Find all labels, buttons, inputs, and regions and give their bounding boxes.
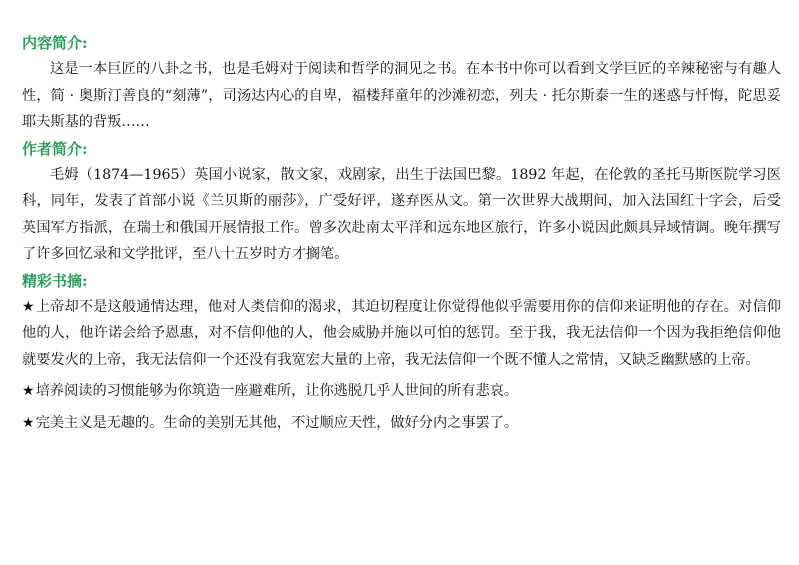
excerpt-text: 完美主义是无趣的。生命的美别无其他，不过顺应天性，做好分内之事罢了。 [35, 414, 519, 431]
excerpt-text: 培养阅读的习惯能够为你筑造一座避难所，让你逃脱几乎人世间的所有悲哀。 [35, 383, 519, 399]
intro-heading: 内容简介: [22, 34, 88, 52]
excerpt-quote [22, 410, 781, 437]
excerpt-quote [22, 294, 781, 374]
intro-text: 这是一本巨匠的八卦之书，也是毛姆对于阅读和哲学的洞见之书。在本书中你可以看到文学巨匠的辛辣秘密与有趣人性，简 · 奥斯汀善良的“刻薄”，司汤达内心的自卑，福楼拜童年的沙滩初恋，列夫 · 托尔斯泰一生的迷惑与忏悔，陀思妥耶夫斯基的背叛…… [22, 61, 781, 130]
excerpts-heading: 精彩书摘: [22, 271, 88, 290]
author-section [22, 136, 781, 268]
intro-section [22, 30, 781, 136]
star-icon: ★ [22, 414, 35, 431]
author-heading: 作者简介: [22, 139, 88, 158]
excerpts-section [22, 268, 781, 437]
star-icon: ★ [22, 298, 35, 315]
star-icon: ★ [22, 383, 35, 399]
author-text: 毛姆（1874—1965）英国小说家，散文家，戏剧家，出生于法国巴黎。1892 年起，在伦敦的圣托马斯医院学习医科，同年，发表了首部小说《兰贝斯的丽莎》，广受好评，遂弃医从文。第一次世界大战期间，加入法国红十字会，后受英国军方指派，在瑞士和俄国开展情报工作。曾多次赴南太平洋和远东地区旅行，许多小说因此颇具异域情调。晚年撰写了许多回忆录和文学批评，至八十五岁时方才搁笔。 [22, 166, 781, 262]
excerpt-quote [22, 378, 781, 405]
excerpt-text: 上帝却不是这般通情达理，他对人类信仰的渴求，其迫切程度让你觉得他似乎需要用你的信仰来证明他的存在。对信仰他的人，他许诺会给予恩惠，对不信仰他的人，他会威胁并施以可怕的惩罚。至于我，我无法信仰一个因为我拒绝信仰他就要发火的上帝，我无法信仰一个还没有我宽宏大量的上帝，我无法信仰一个既不懂人之常情，又缺乏幽默感的上帝。 [22, 298, 781, 368]
